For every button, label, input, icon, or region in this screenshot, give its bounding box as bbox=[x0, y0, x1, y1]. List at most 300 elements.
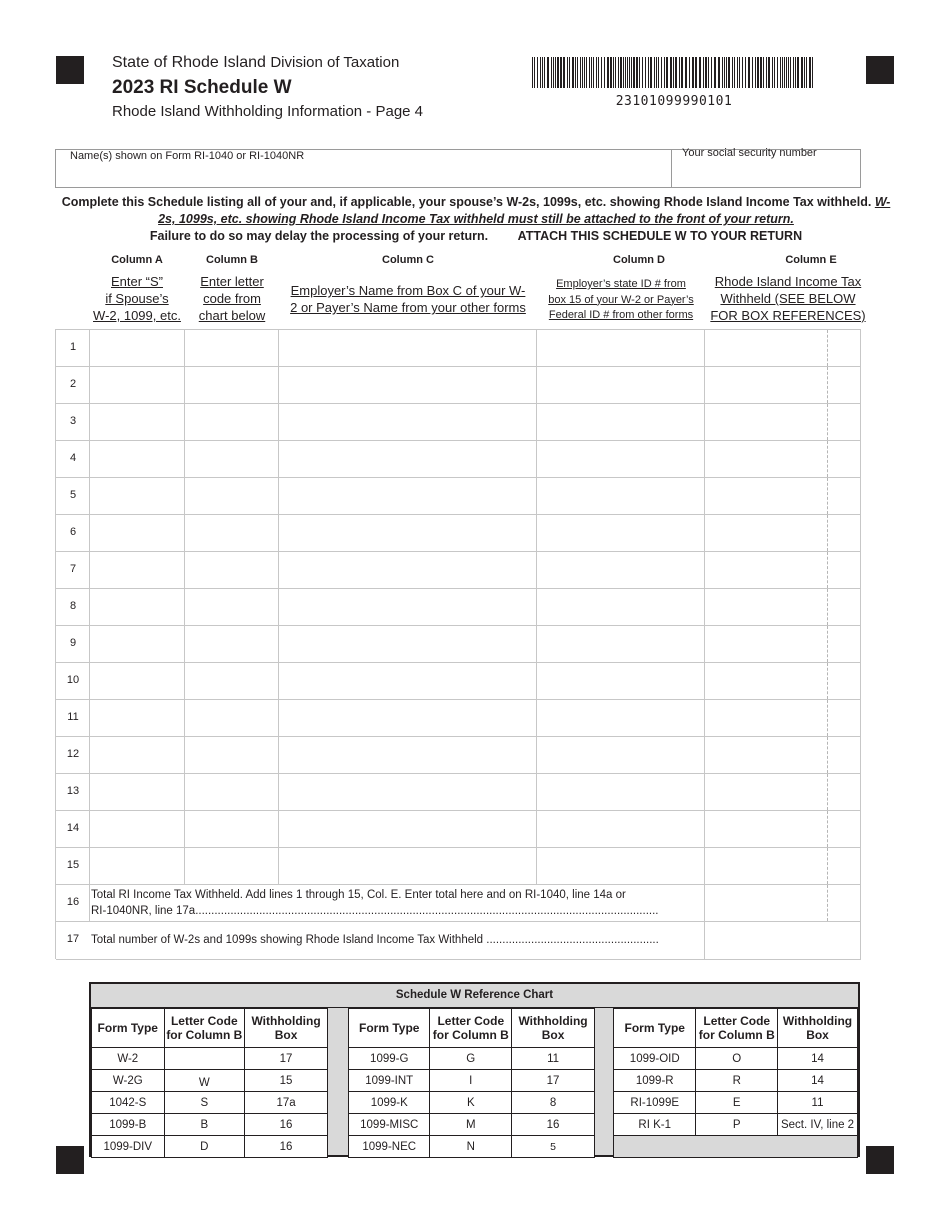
column-c-description: Employer’s Name from Box C of your W- 2 or Payer’s Name from your other forms bbox=[290, 283, 526, 315]
barcode-bar bbox=[551, 57, 552, 88]
barcode-bar bbox=[648, 57, 649, 88]
line-number-cell bbox=[56, 515, 90, 551]
barcode-bar bbox=[699, 57, 701, 88]
cents-divider bbox=[827, 515, 828, 551]
ssn-field[interactable] bbox=[672, 162, 860, 186]
withholding-box-cell: 5 bbox=[512, 1136, 595, 1158]
form-type-cell: 1099-K bbox=[349, 1092, 430, 1114]
form-type-cell: 1099-NEC bbox=[349, 1136, 430, 1158]
column-a-description: Enter “S” if Spouse’s W-2, 1099, etc. bbox=[93, 274, 181, 323]
column-e-field[interactable] bbox=[705, 700, 861, 736]
barcode-bar bbox=[809, 57, 811, 88]
barcode-bar bbox=[681, 57, 683, 88]
line-number: 15 bbox=[66, 859, 80, 871]
form-type-cell: RI-1099E bbox=[614, 1092, 696, 1114]
column-c-field[interactable] bbox=[279, 441, 537, 477]
line-number: 14 bbox=[66, 822, 80, 834]
column-a-field[interactable] bbox=[90, 774, 185, 810]
barcode-bar bbox=[784, 57, 785, 88]
barcode-bar bbox=[591, 57, 592, 88]
column-a-field[interactable] bbox=[90, 478, 185, 514]
barcode-bar bbox=[745, 57, 746, 88]
schedule-line-row bbox=[56, 478, 861, 515]
column-b-field[interactable] bbox=[185, 552, 279, 588]
letter-code-cell: R bbox=[696, 1070, 778, 1092]
barcode-bar bbox=[675, 57, 677, 88]
barcode-bar bbox=[703, 57, 704, 88]
barcode-bar bbox=[589, 57, 590, 88]
cents-divider bbox=[827, 811, 828, 847]
column-d-field[interactable] bbox=[537, 700, 705, 736]
letter-code-cell: O bbox=[696, 1048, 778, 1070]
column-c-field[interactable] bbox=[279, 737, 537, 773]
barcode-bar bbox=[625, 57, 626, 88]
barcode-bar bbox=[739, 57, 740, 88]
form-type-cell: 1099-DIV bbox=[92, 1136, 165, 1158]
registration-mark-top-left bbox=[56, 56, 84, 84]
instructions-line2: Failure to do so may delay the processing of your return. bbox=[149, 229, 489, 243]
schedule-line-row bbox=[56, 404, 861, 441]
barcode-bar bbox=[547, 57, 549, 88]
column-d-field[interactable] bbox=[537, 811, 705, 847]
registration-mark-bottom-left bbox=[56, 1146, 84, 1174]
line-number-cell bbox=[56, 663, 90, 699]
column-d-field[interactable] bbox=[537, 589, 705, 625]
column-a-field[interactable] bbox=[90, 330, 185, 366]
reference-chart-header: Withholding Box bbox=[778, 1009, 858, 1048]
instructions-line1: Complete this Schedule listing all of your and, if applicable, your spouse’s W-2s, 1099s, etc. showing Rhode Island Income Tax withheld. bbox=[61, 195, 872, 209]
barcode-bar bbox=[689, 57, 690, 88]
attach-notice: ATTACH THIS SCHEDULE W TO YOUR RETURN bbox=[517, 229, 803, 243]
column-d-field[interactable] bbox=[537, 515, 705, 551]
barcode-bar bbox=[755, 57, 756, 88]
column-d-field[interactable] bbox=[537, 774, 705, 810]
letter-code-cell: N bbox=[430, 1136, 512, 1158]
barcode-bar bbox=[806, 57, 807, 88]
barcode-bar bbox=[604, 57, 605, 88]
line-number: 4 bbox=[69, 452, 77, 464]
cents-divider bbox=[827, 367, 828, 403]
column-e-field[interactable] bbox=[705, 811, 861, 847]
barcode-bar bbox=[601, 57, 602, 88]
line-number-cell bbox=[56, 552, 90, 588]
letter-code-cell: I bbox=[430, 1070, 512, 1092]
reference-chart-row bbox=[614, 1048, 858, 1070]
column-c-field[interactable] bbox=[279, 626, 537, 662]
barcode-bar bbox=[748, 57, 750, 88]
schedule-line-row bbox=[56, 552, 861, 589]
barcode-bar bbox=[768, 57, 770, 88]
form-type-cell: 1099-R bbox=[614, 1070, 696, 1092]
column-c-field[interactable] bbox=[279, 330, 537, 366]
line-number: 3 bbox=[69, 415, 77, 427]
column-c-field[interactable] bbox=[279, 404, 537, 440]
barcode-bar bbox=[670, 57, 672, 88]
barcode-bar bbox=[788, 57, 789, 88]
line-number: 17 bbox=[66, 933, 80, 945]
barcode-bar bbox=[692, 57, 694, 88]
barcode-bar bbox=[804, 57, 805, 88]
column-a-field[interactable] bbox=[90, 589, 185, 625]
barcode-bar bbox=[582, 57, 583, 88]
reference-chart bbox=[89, 982, 860, 1157]
barcode-bar bbox=[760, 57, 762, 88]
schedule-line-row bbox=[56, 441, 861, 478]
barcode-bar bbox=[708, 57, 709, 88]
form-title: 2023 RI Schedule W bbox=[112, 77, 292, 98]
column-c-field[interactable] bbox=[279, 478, 537, 514]
line-number-cell bbox=[56, 478, 90, 514]
barcode-bar bbox=[742, 57, 743, 88]
column-c-field[interactable] bbox=[279, 367, 537, 403]
column-c-field[interactable] bbox=[279, 848, 537, 884]
barcode-bar bbox=[631, 57, 632, 88]
reference-chart-header: Letter Code for Column B bbox=[696, 1009, 778, 1048]
column-d-field[interactable] bbox=[537, 663, 705, 699]
barcode-bar bbox=[664, 57, 665, 88]
column-b-field[interactable] bbox=[185, 848, 279, 884]
line-number: 16 bbox=[66, 896, 80, 908]
column-d-field[interactable] bbox=[537, 441, 705, 477]
column-e-field[interactable] bbox=[705, 737, 861, 773]
cents-divider bbox=[827, 700, 828, 736]
barcode-bar bbox=[666, 57, 668, 88]
column-a-field[interactable] bbox=[90, 811, 185, 847]
column-d-field[interactable] bbox=[537, 330, 705, 366]
line-number: 7 bbox=[69, 563, 77, 575]
barcode-bar bbox=[534, 57, 535, 88]
withholding-box-cell: 11 bbox=[512, 1048, 595, 1070]
barcode bbox=[532, 57, 816, 88]
form-type-cell: 1099-G bbox=[349, 1048, 430, 1070]
reference-chart-header: Form Type bbox=[614, 1009, 696, 1048]
form-agency-line bbox=[112, 54, 399, 72]
column-e-field[interactable] bbox=[705, 330, 861, 366]
column-e-field[interactable] bbox=[705, 626, 861, 662]
letter-code-cell: E bbox=[696, 1092, 778, 1114]
cents-divider bbox=[827, 478, 828, 514]
barcode-bar bbox=[645, 57, 646, 88]
column-e-field[interactable] bbox=[705, 663, 861, 699]
reference-chart-row bbox=[614, 1114, 858, 1136]
column-d-field[interactable] bbox=[537, 404, 705, 440]
barcode-bar bbox=[615, 57, 616, 88]
barcode-bar bbox=[763, 57, 764, 88]
cents-divider bbox=[827, 885, 828, 921]
column-b-field[interactable] bbox=[185, 441, 279, 477]
barcode-bar bbox=[629, 57, 630, 88]
reference-chart-row bbox=[92, 1070, 328, 1092]
barcode-bar bbox=[563, 57, 565, 88]
barcode-bar bbox=[714, 57, 716, 88]
schedule-line-row bbox=[56, 700, 861, 737]
line-number-cell bbox=[56, 848, 90, 884]
line-17-count-field[interactable] bbox=[705, 922, 861, 959]
column-c-field[interactable] bbox=[279, 589, 537, 625]
barcode-bar bbox=[722, 57, 723, 88]
line-number-cell bbox=[56, 404, 90, 440]
line-16-total-field[interactable] bbox=[705, 885, 861, 921]
column-d-field[interactable] bbox=[537, 737, 705, 773]
column-d-field[interactable] bbox=[537, 848, 705, 884]
schedule-line-row bbox=[56, 367, 861, 404]
column-c-field[interactable] bbox=[279, 515, 537, 551]
column-e-field[interactable] bbox=[705, 552, 861, 588]
line-17-text: Total number of W-2s and 1099s showing Rhode Island Income Tax Withheld ...................................................... bbox=[91, 934, 659, 946]
column-d-header: Column D bbox=[613, 254, 665, 266]
line-number-cell bbox=[56, 626, 90, 662]
column-b-field[interactable] bbox=[185, 404, 279, 440]
barcode-bar bbox=[542, 57, 543, 88]
column-a-field[interactable] bbox=[90, 663, 185, 699]
barcode-bar bbox=[654, 57, 655, 88]
column-e-field[interactable] bbox=[705, 367, 861, 403]
reference-chart-row bbox=[349, 1048, 595, 1070]
barcode-bar bbox=[726, 57, 727, 88]
column-b-field[interactable] bbox=[185, 478, 279, 514]
reference-chart-row bbox=[349, 1136, 595, 1158]
barcode-bar bbox=[724, 57, 725, 88]
barcode-bar bbox=[560, 57, 562, 88]
column-b-field[interactable] bbox=[185, 515, 279, 551]
line-number-cell bbox=[56, 885, 90, 921]
reference-chart-row bbox=[349, 1092, 595, 1114]
column-b-field[interactable] bbox=[185, 626, 279, 662]
letter-code-cell: S bbox=[164, 1092, 245, 1114]
cents-divider bbox=[827, 552, 828, 588]
line-number: 6 bbox=[69, 526, 77, 538]
column-b-field[interactable] bbox=[185, 700, 279, 736]
barcode-bar bbox=[752, 57, 753, 88]
column-a-field[interactable] bbox=[90, 404, 185, 440]
barcode-bar bbox=[786, 57, 787, 88]
reference-chart-row bbox=[614, 1136, 858, 1158]
barcode-bar bbox=[553, 57, 554, 88]
withholding-box-cell: Sect. IV, line 2 bbox=[778, 1114, 858, 1136]
withholding-box-cell: 15 bbox=[245, 1070, 328, 1092]
cents-divider bbox=[827, 737, 828, 773]
column-d-field[interactable] bbox=[537, 367, 705, 403]
column-a-field[interactable] bbox=[90, 700, 185, 736]
column-a-field[interactable] bbox=[90, 848, 185, 884]
barcode-bar bbox=[623, 57, 624, 88]
barcode-bar bbox=[673, 57, 674, 88]
column-e-field[interactable] bbox=[705, 441, 861, 477]
column-b-field[interactable] bbox=[185, 330, 279, 366]
barcode-bar bbox=[639, 57, 640, 88]
barcode-bar bbox=[780, 57, 781, 88]
reference-chart-row bbox=[92, 1136, 328, 1158]
schedule-line-row bbox=[56, 330, 861, 367]
barcode-bar bbox=[540, 57, 541, 88]
withholding-box-cell: 16 bbox=[245, 1136, 328, 1158]
barcode-bar bbox=[661, 57, 662, 88]
cents-divider bbox=[827, 774, 828, 810]
barcode-bar bbox=[642, 57, 643, 88]
form-type-cell: W-2G bbox=[92, 1070, 165, 1092]
reference-chart-row bbox=[614, 1070, 858, 1092]
schedule-line-row bbox=[56, 663, 861, 700]
column-a-field[interactable] bbox=[90, 367, 185, 403]
column-e-field[interactable] bbox=[705, 515, 861, 551]
reference-chart-row bbox=[349, 1070, 595, 1092]
column-a-field[interactable] bbox=[90, 737, 185, 773]
schedule-line-row bbox=[56, 626, 861, 663]
letter-code-cell: K bbox=[430, 1092, 512, 1114]
reference-chart-header: Form Type bbox=[349, 1009, 430, 1048]
form-type-cell: 1099-INT bbox=[349, 1070, 430, 1092]
barcode-bar bbox=[685, 57, 687, 88]
barcode-bar bbox=[812, 57, 813, 88]
barcode-bar bbox=[532, 57, 533, 88]
barcode-bar bbox=[627, 57, 628, 88]
column-e-field[interactable] bbox=[705, 589, 861, 625]
schedule-line-row bbox=[56, 515, 861, 552]
column-a-field[interactable] bbox=[90, 441, 185, 477]
column-d-field[interactable] bbox=[537, 552, 705, 588]
barcode-bar bbox=[620, 57, 622, 88]
letter-code-cell bbox=[164, 1048, 245, 1070]
cents-divider bbox=[827, 626, 828, 662]
barcode-bar bbox=[782, 57, 783, 88]
column-d-field[interactable] bbox=[537, 626, 705, 662]
schedule-line-row bbox=[56, 848, 861, 885]
column-d-field[interactable] bbox=[537, 478, 705, 514]
instructions bbox=[56, 194, 896, 245]
schedule-line-row bbox=[56, 737, 861, 774]
form-type-cell: RI K-1 bbox=[614, 1114, 696, 1136]
column-c-field[interactable] bbox=[279, 663, 537, 699]
form-type-cell: W-2 bbox=[92, 1048, 165, 1070]
reference-chart-group bbox=[613, 1008, 858, 1157]
name-field[interactable] bbox=[56, 162, 670, 186]
barcode-bar bbox=[593, 57, 594, 88]
column-c-field[interactable] bbox=[279, 774, 537, 810]
barcode-bar bbox=[598, 57, 599, 88]
barcode-bar bbox=[572, 57, 574, 88]
barcode-number: 23101099990101 bbox=[615, 94, 733, 109]
column-a-field[interactable] bbox=[90, 515, 185, 551]
barcode-bar bbox=[658, 57, 659, 88]
column-b-field[interactable] bbox=[185, 774, 279, 810]
schedule-line-row bbox=[56, 774, 861, 811]
instructions-emphasis: W-2s, 1099s, etc. showing Rhode Island Income Tax withheld must still be attached to the front of your return. bbox=[158, 195, 891, 226]
barcode-bar bbox=[557, 57, 559, 88]
column-b-header: Column B bbox=[206, 254, 258, 266]
barcode-bar bbox=[544, 57, 545, 88]
line-number: 2 bbox=[69, 378, 77, 390]
cents-divider bbox=[827, 330, 828, 366]
letter-code-cell: W bbox=[164, 1070, 245, 1092]
barcode-bar bbox=[718, 57, 720, 88]
withholding-box-cell: 14 bbox=[778, 1070, 858, 1092]
cents-divider bbox=[827, 663, 828, 699]
column-c-header: Column C bbox=[382, 254, 434, 266]
column-e-field[interactable] bbox=[705, 404, 861, 440]
form-type-cell: 1042-S bbox=[92, 1092, 165, 1114]
barcode-bar bbox=[790, 57, 791, 88]
barcode-bar bbox=[567, 57, 568, 88]
line-16-row bbox=[56, 885, 861, 922]
line-17-row bbox=[56, 922, 861, 960]
cents-divider bbox=[827, 441, 828, 477]
line-number: 10 bbox=[66, 674, 80, 686]
line-number: 5 bbox=[69, 489, 77, 501]
withholding-box-cell: 16 bbox=[512, 1114, 595, 1136]
barcode-bar bbox=[586, 57, 587, 88]
barcode-bar bbox=[650, 57, 652, 88]
line-number-cell bbox=[56, 811, 90, 847]
barcode-bar bbox=[656, 57, 657, 88]
barcode-bar bbox=[577, 57, 578, 88]
line-number-cell bbox=[56, 700, 90, 736]
column-b-field[interactable] bbox=[185, 737, 279, 773]
column-e-field[interactable] bbox=[705, 478, 861, 514]
reference-chart-header: Form Type bbox=[92, 1009, 165, 1048]
barcode-bar bbox=[793, 57, 794, 88]
line-number: 11 bbox=[67, 711, 79, 723]
barcode-bar bbox=[772, 57, 773, 88]
line-number-cell bbox=[56, 737, 90, 773]
line-number: 9 bbox=[69, 637, 77, 649]
letter-code-cell: G bbox=[430, 1048, 512, 1070]
reference-chart-header: Withholding Box bbox=[245, 1009, 328, 1048]
barcode-bar bbox=[711, 57, 712, 88]
barcode-bar bbox=[797, 57, 799, 88]
reference-chart-row bbox=[614, 1092, 858, 1114]
cents-divider bbox=[827, 404, 828, 440]
barcode-bar bbox=[737, 57, 738, 88]
column-d-description: Employer’s state ID # from box 15 of your W-2 or Payer’s Federal ID # from other forms bbox=[548, 278, 694, 321]
column-c-field[interactable] bbox=[279, 700, 537, 736]
letter-code-cell: B bbox=[164, 1114, 245, 1136]
column-c-field[interactable] bbox=[279, 811, 537, 847]
column-a-field[interactable] bbox=[90, 552, 185, 588]
column-b-field[interactable] bbox=[185, 811, 279, 847]
line-number: 13 bbox=[66, 785, 80, 797]
column-e-field[interactable] bbox=[705, 774, 861, 810]
column-b-field[interactable] bbox=[185, 663, 279, 699]
form-type-cell: 1099-B bbox=[92, 1114, 165, 1136]
barcode-bar bbox=[695, 57, 697, 88]
barcode-bar bbox=[774, 57, 775, 88]
column-e-field[interactable] bbox=[705, 848, 861, 884]
barcode-bar bbox=[734, 57, 735, 88]
barcode-bar bbox=[569, 57, 570, 88]
column-c-field[interactable] bbox=[279, 552, 537, 588]
line-number-cell bbox=[56, 774, 90, 810]
barcode-bar bbox=[728, 57, 730, 88]
line-number: 12 bbox=[66, 748, 80, 760]
state-name: State of Rhode Island bbox=[112, 54, 266, 71]
ssn-label: Your social security number bbox=[682, 147, 817, 159]
line-number: 1 bbox=[69, 341, 77, 353]
letter-code-cell: D bbox=[164, 1136, 245, 1158]
barcode-bar bbox=[795, 57, 796, 88]
column-b-field[interactable] bbox=[185, 589, 279, 625]
barcode-bar bbox=[636, 57, 638, 88]
barcode-bar bbox=[596, 57, 597, 88]
barcode-bar bbox=[757, 57, 759, 88]
withholding-box-cell: 17 bbox=[512, 1070, 595, 1092]
column-b-field[interactable] bbox=[185, 367, 279, 403]
column-a-header: Column A bbox=[111, 254, 163, 266]
cents-divider bbox=[827, 589, 828, 625]
barcode-bar bbox=[777, 57, 778, 88]
column-a-field[interactable] bbox=[90, 626, 185, 662]
registration-mark-bottom-right bbox=[866, 1146, 894, 1174]
withholding-box-cell: 17a bbox=[245, 1092, 328, 1114]
